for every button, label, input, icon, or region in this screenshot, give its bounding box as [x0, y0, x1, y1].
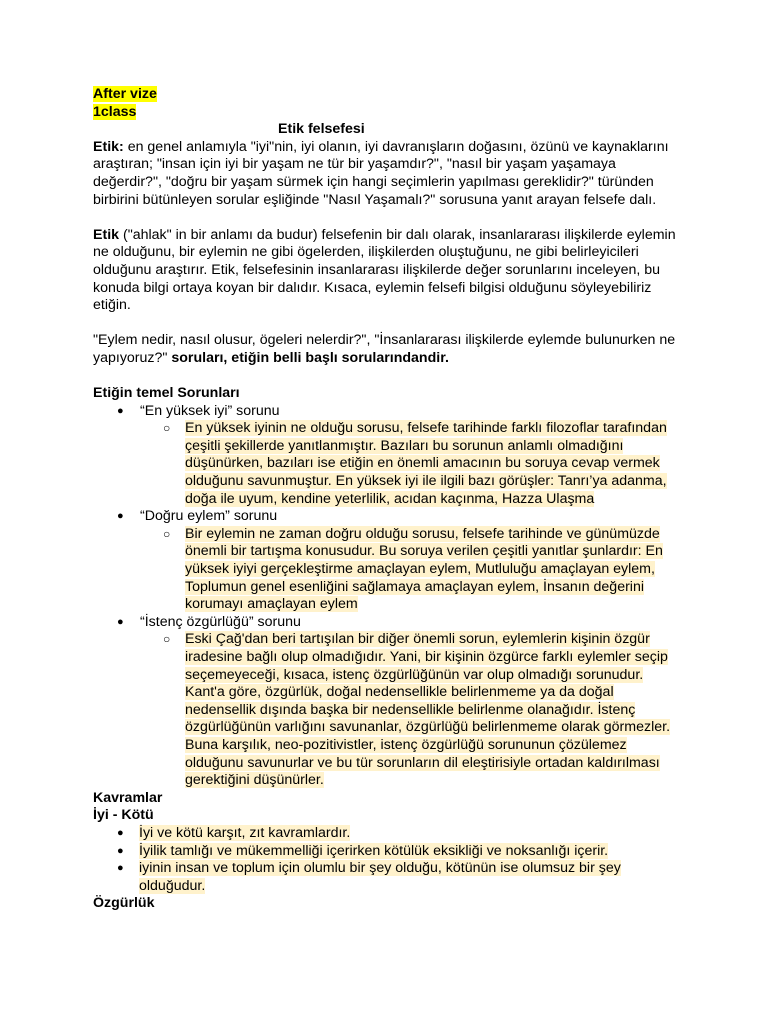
list-item: ● İyilik tamlığı ve mükemmelliği içerirken kötülük eksikliği ve noksanlığı içerir. [117, 842, 609, 859]
problems-list [93, 403, 678, 790]
bullet-icon: ● [117, 844, 124, 857]
bullet-icon: ● [117, 404, 124, 417]
tag-after-vize: After vize [93, 86, 157, 102]
bullet-icon: ● [117, 862, 124, 875]
etik-term: Etik [93, 226, 120, 243]
problem-detail: En yüksek iyinin ne olduğu sorusu, felsefe tarihinde farklı filozoflar tarafından çeşitli şekillerde yanıtlanmıştır. Bazıları bu sorunun anlamlı olmadığını düşünürken, bazıları ise etiğin en önemli amacının bu soruya cevap vermek olduğunu savunmuştur. En yüksek iyi ile ilgili bazı görüşler: Tanrı’ya adanma, doğa ile uyum, kendine yeterlilik, acıdan kaçınma, Hazza Ulaşma [185, 420, 667, 507]
spacer [93, 368, 678, 386]
intro-paragraph [93, 139, 678, 209]
questions-paragraph [93, 332, 678, 367]
page-title: Etik felsefesi [278, 121, 365, 138]
sub-list [93, 631, 678, 789]
bullet-icon: ● [117, 510, 124, 523]
list-item: ● İyi ve kötü karşıt, zıt kavramlardır. [117, 824, 351, 841]
concepts-heading: Kavramlar [93, 789, 163, 806]
questions-bold: soruları, etiğin belli başlı sorularındandir. [167, 349, 449, 366]
list-item [93, 614, 678, 790]
problem-label: “İstenç özgürlüğü” sorunu [140, 613, 301, 630]
etik-paragraph [93, 227, 678, 315]
list-item [93, 420, 678, 508]
list-item [93, 508, 678, 614]
sub-list [93, 526, 678, 614]
spacer [93, 209, 678, 227]
sub-list [93, 420, 678, 508]
list-item: ● iyinin insan ve toplum için olumlu bir şey olduğu, kötünün ise olumsuz bir şey olduğudur. [117, 860, 621, 894]
problem-detail: Eski Çağ'dan beri tartışılan bir diğer önemli sorun, eylemlerin kişinin özgür iradesine bağlı olup olmadığıdır. Yani, bir kişinin özgürce farklı eylemler seçip seçemeyeceği, kısaca, istenç özgürlüğünün var olup olmadığı sorunudur. Kant'a göre, özgürlük, doğal nedensellikle belirlenmeme ya da doğal nedensellik dışında başka bir nedensellikle belirlenme olanağıdır. İstenç özgürlüğünün varlığını savunanlar, özgürlüğü belirlenmeme olarak görmezler. Buna karşılık, neo-pozitivistler, istenç özgürlüğü sorununun çözülemez olduğunu savunurlar ve bu tür sorunların dil eleştirisiyle ortadan kaldırılması gerektiğini düşünürler. [185, 631, 671, 789]
spacer [93, 315, 678, 333]
list-item [93, 631, 678, 789]
problems-heading: Etiğin temel Sorunları [93, 385, 240, 402]
problem-label: “Doğru eylem” sorunu [140, 508, 278, 525]
circle-bullet-icon: ○ [163, 632, 171, 647]
intro-definition: en genel anlamıyla "iyi"nin, iyi olanın, iyi davranışların doğasını, özünü ve kaynaklarını araştıran; "insan için iyi bir yaşam ne tür bir yaşamdır?", "nasıl bir yaşam yaşamaya değerdir?", "doğru bir yaşam sürmek için hangi seçimlerin yapılması gereklidir?" türünden birbirini bütünleyen sorular eşliğinde "Nasıl Yaşamalı?" sorusuna yanıt arayan felsefe dalı. [93, 138, 669, 208]
circle-bullet-icon: ○ [163, 421, 171, 436]
circle-bullet-icon: ○ [163, 526, 171, 541]
list-item [93, 403, 678, 509]
bullet-icon: ● [117, 826, 124, 839]
concepts-list [93, 825, 678, 895]
list-item [93, 526, 678, 614]
etik-text: ("ahlak" in bir anlamı da budur) felsefenin bir dalı olarak, insanlararası ilişkilerde eylemin ne olduğunu, bir eylemin ne gibi ögelerden, ilişkilerden oluştuğunu, ne gibi belirleyicileri olduğunu araştırır. Etik, felsefesinin insanlararası ilişkilerde değer sorunlarını inceleyen, bu konuda bilgi ortaya koyan bir dalıdır. Kısaca, eylemin felsefi bilgisi olduğunu söyleyebiliriz etiğin. [93, 226, 676, 314]
tag-1class: 1class [93, 103, 137, 120]
intro-term: Etik: [93, 138, 124, 155]
problem-detail: Bir eylemin ne zaman doğru olduğu sorusu, felsefe tarihinde ve günümüzde önemli bir tartışma konusudur. Bu soruya verilen çeşitli yanıtlar şunlardır: En yüksek iyiyi gerçekleştirme amaçlayan eylem, Mutluluğu amaçlayan eylem, Toplumun genel esenliğini sağlamaya amaçlayan eylem, İnsanın değerini korumayı amaçlayan eylem [185, 525, 663, 613]
concepts-subheading-iyi-kotu: İyi - Kötü [93, 807, 154, 824]
problem-label: “En yüksek iyi” sorunu [140, 402, 280, 419]
concepts-subheading-ozgurluk: Özgürlük [93, 895, 155, 912]
questions-text: "Eylem nedir, nasıl olusur, ögeleri nelerdir?", "İnsanlararası ilişkilerde eylemde bulunurken ne yapıyoruz?" [93, 332, 676, 366]
bullet-icon: ● [117, 615, 124, 628]
